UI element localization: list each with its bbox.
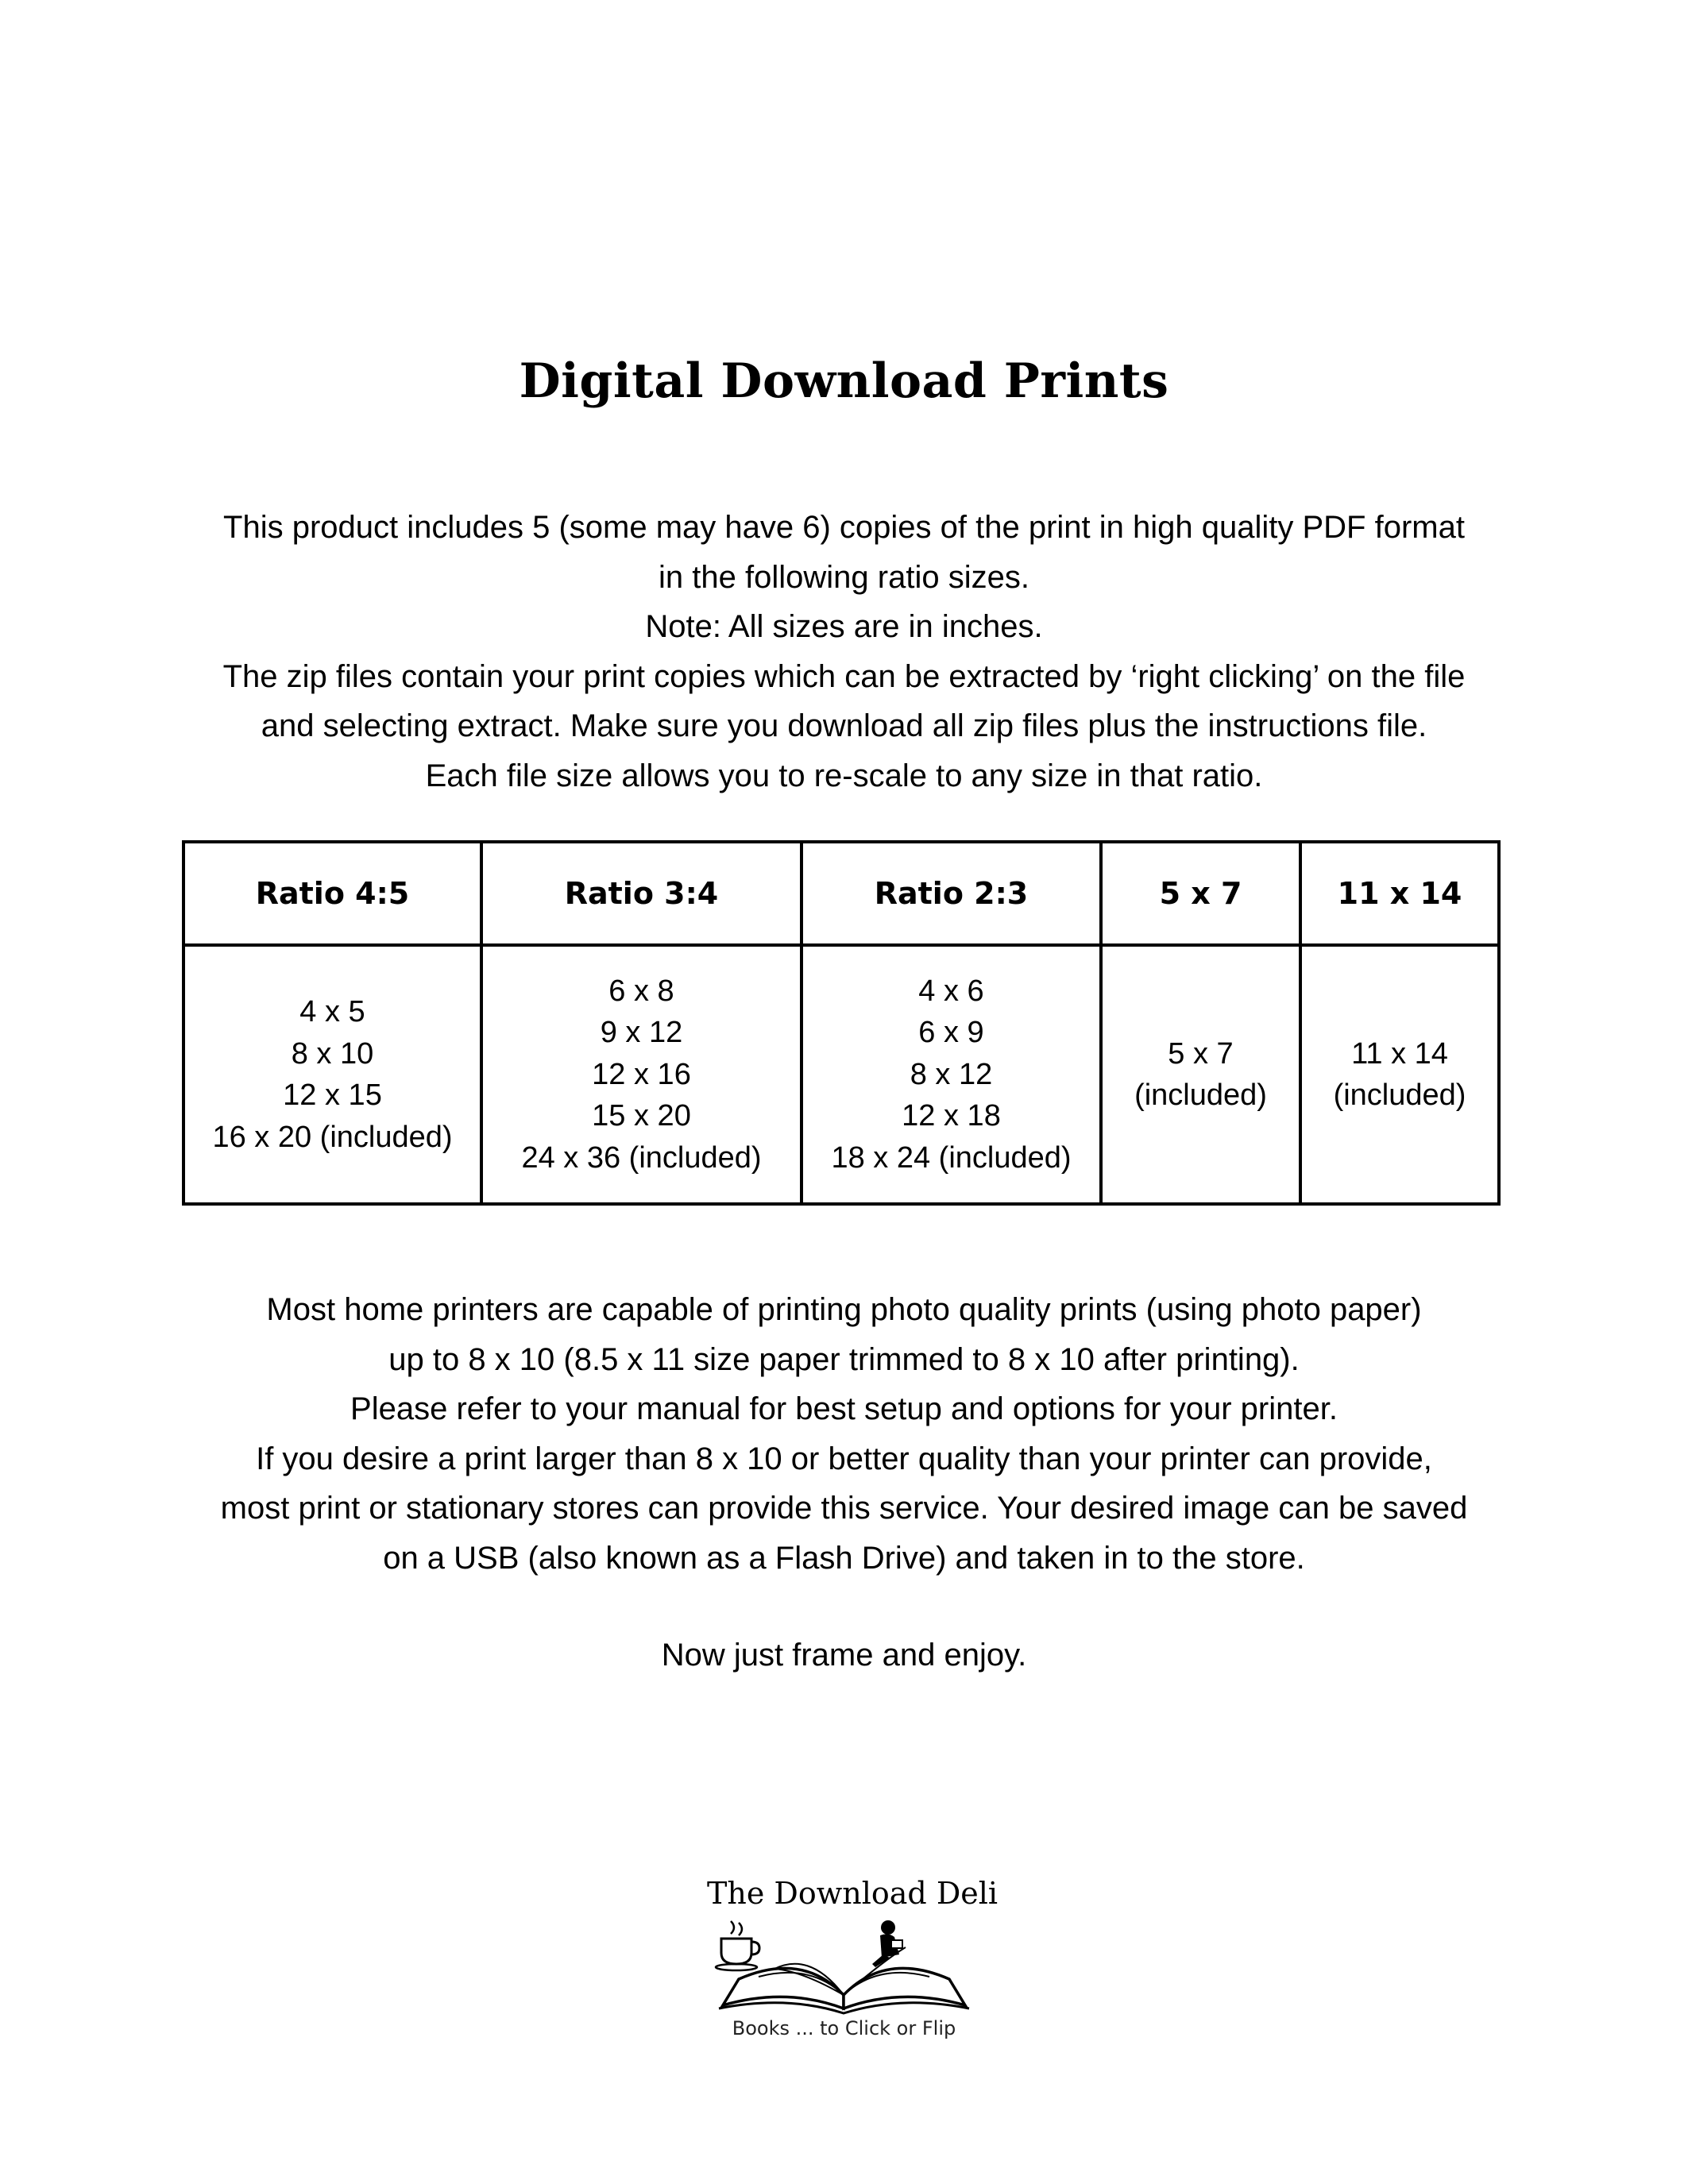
- size-entry: 12 x 15: [283, 1078, 382, 1112]
- size-entry: 15 x 20: [592, 1099, 691, 1133]
- intro-paragraph: [119, 503, 1569, 801]
- table-header-cell: Ratio 3:4: [481, 842, 802, 945]
- intro-line: and selecting extract. Make sure you download all zip files plus the instructions file.: [261, 708, 1427, 743]
- logo-name: The Download Deli: [707, 1876, 999, 1911]
- table-header-row: [183, 842, 1499, 945]
- size-entry: 11 x 14: [1351, 1036, 1448, 1071]
- open-book-reader-icon: [707, 1920, 981, 2015]
- size-entry: 6 x 9: [918, 1016, 984, 1050]
- info-line: up to 8 x 10 (8.5 x 11 size paper trimmed to 8 x 10 after printing).: [388, 1341, 1300, 1377]
- table-cell: [1101, 945, 1300, 1204]
- size-entry: (included): [1333, 1078, 1466, 1112]
- intro-line: This product includes 5 (some may have 6) copies of the print in high quality PDF format: [223, 510, 1465, 545]
- size-entry: 12 x 18: [902, 1099, 1001, 1133]
- table-row: [183, 945, 1499, 1204]
- size-entry: 9 x 12: [600, 1016, 683, 1050]
- info-line: Most home printers are capable of printing photo quality prints (using photo paper): [266, 1292, 1422, 1327]
- table-cell: [802, 945, 1101, 1204]
- size-entry: 12 x 16: [592, 1057, 691, 1091]
- table-header-cell: Ratio 2:3: [802, 842, 1101, 945]
- size-entry: (included): [1134, 1078, 1267, 1112]
- size-entry: 8 x 12: [910, 1057, 993, 1091]
- size-entry: 6 x 8: [608, 974, 674, 1008]
- size-entry: 24 x 36 (included): [521, 1140, 762, 1175]
- page-title: Digital Download Prints: [519, 353, 1169, 409]
- info-line: on a USB (also known as a Flash Drive) and taken in to the store.: [383, 1540, 1305, 1576]
- table-cell: [183, 945, 481, 1204]
- info-line: most print or stationary stores can provide this service. Your desired image can be saved: [220, 1491, 1468, 1526]
- closing-line: Now just frame and enjoy.: [661, 1638, 1027, 1673]
- table-header-cell: 11 x 14: [1300, 842, 1499, 945]
- info-line: If you desire a print larger than 8 x 10 or better quality than your printer can provide,: [256, 1441, 1432, 1476]
- info-line: Please refer to your manual for best setup and options for your printer.: [350, 1391, 1338, 1426]
- intro-line: The zip files contain your print copies which can be extracted by ‘right clicking’ on the file: [222, 658, 1466, 694]
- intro-line: Note: All sizes are in inches.: [645, 609, 1043, 644]
- table-cell: [1300, 945, 1499, 1204]
- logo-tagline: Books ... to Click or Flip: [732, 2017, 956, 2039]
- size-entry: 8 x 10: [291, 1036, 374, 1071]
- size-entry: 16 x 20 (included): [212, 1120, 453, 1154]
- size-entry: 5 x 7: [1168, 1036, 1234, 1071]
- size-entry: 4 x 5: [299, 995, 365, 1028]
- intro-line: Each file size allows you to re-scale to any size in that ratio.: [425, 758, 1263, 793]
- table-header-cell: Ratio 4:5: [183, 842, 481, 945]
- table-cell: [481, 945, 802, 1204]
- intro-line: in the following ratio sizes.: [659, 559, 1029, 595]
- brand-logo: [707, 1876, 999, 2043]
- size-entry: 4 x 6: [918, 974, 984, 1008]
- table-header-cell: 5 x 7: [1101, 842, 1300, 945]
- ratio-sizes-table: [182, 840, 1501, 1206]
- printing-info-paragraph: [119, 1285, 1569, 1583]
- size-entry: 18 x 24 (included): [831, 1140, 1072, 1175]
